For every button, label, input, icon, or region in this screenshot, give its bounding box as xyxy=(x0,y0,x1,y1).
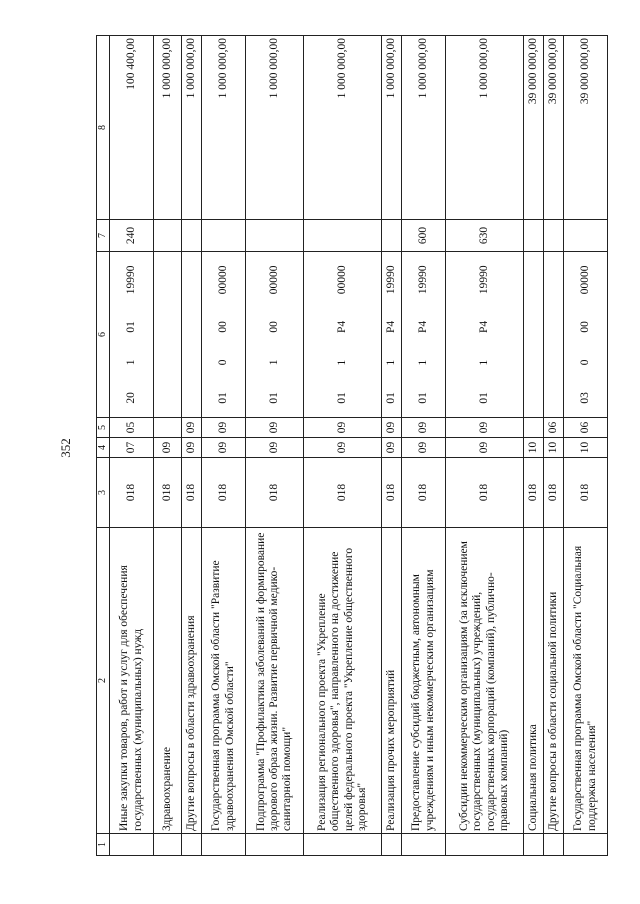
code-6-part-3: P4 xyxy=(416,320,429,333)
cell-code-6 xyxy=(304,252,382,418)
cell-code-5: 09 xyxy=(182,418,202,438)
table-row xyxy=(304,36,382,856)
cell-code-7 xyxy=(544,220,564,252)
cell-name: Реализация прочих мероприятий xyxy=(382,528,402,834)
cell-code-7: 630 xyxy=(446,220,524,252)
cell-code-5 xyxy=(154,418,182,438)
cell-name: Государственная программа Омской области "Развитие здравоохранения Омской области" xyxy=(202,528,246,834)
cell-code-6 xyxy=(402,252,446,418)
col-header-7: 7 xyxy=(97,220,110,252)
cell-code-3: 018 xyxy=(182,458,202,528)
cell-name: Государственная программа Омской области "Социальная поддержка населения" xyxy=(564,528,608,834)
cell-code-5: 09 xyxy=(246,418,304,438)
cell-name: Здравоохранение xyxy=(154,528,182,834)
header-row xyxy=(97,36,110,856)
cell-amount: 1 000 000,00 xyxy=(402,36,446,220)
cell-amount: 100 400,00 xyxy=(110,36,154,220)
cell-code-4: 09 xyxy=(446,438,524,458)
cell-code-4: 10 xyxy=(544,438,564,458)
cell-name: Социальная политика xyxy=(524,528,544,834)
cell-code-6 xyxy=(382,252,402,418)
code-6-part-4: 19990 xyxy=(416,265,429,295)
col-header-5: 5 xyxy=(97,418,110,438)
cell-code-5: 06 xyxy=(564,418,608,438)
cell-1 xyxy=(202,834,246,856)
cell-code-6 xyxy=(154,252,182,418)
cell-1 xyxy=(304,834,382,856)
code-6-part-3: P4 xyxy=(477,320,490,333)
code-6-part-2: 0 xyxy=(216,359,229,366)
code-6-part-1: 01 xyxy=(477,392,490,404)
code-6-part-4: 19990 xyxy=(384,265,397,295)
table-row xyxy=(446,36,524,856)
cell-1 xyxy=(544,834,564,856)
cell-code-7: 240 xyxy=(110,220,154,252)
cell-code-3: 018 xyxy=(110,458,154,528)
col-header-8: 8 xyxy=(97,36,110,220)
cell-code-6 xyxy=(524,252,544,418)
cell-code-5 xyxy=(524,418,544,438)
cell-1 xyxy=(110,834,154,856)
cell-name: Иные закупки товаров, работ и услуг для обеспечения государственных (муниципальных) нужд xyxy=(110,528,154,834)
code-6-part-4: 00000 xyxy=(267,265,280,295)
cell-code-3: 018 xyxy=(564,458,608,528)
cell-name: Подпрограмма "Профилактика заболеваний и формирование здорового образа жизни. Развитие первичной медико-санитарной помощи" xyxy=(246,528,304,834)
col-header-1: 1 xyxy=(97,834,110,856)
code-6-part-1: 01 xyxy=(267,392,280,404)
code-6-part-1: 03 xyxy=(578,392,591,404)
cell-name: Другие вопросы в области здравоохранения xyxy=(182,528,202,834)
col-header-2: 2 xyxy=(97,528,110,834)
cell-1 xyxy=(564,834,608,856)
cell-code-5: 09 xyxy=(446,418,524,438)
cell-code-4: 09 xyxy=(304,438,382,458)
code-6-part-4: 00000 xyxy=(216,265,229,295)
cell-name: Предоставление субсидий бюджетным, автономным учреждениям и иным некоммерческим организациям xyxy=(402,528,446,834)
code-6-part-1: 20 xyxy=(124,392,137,404)
rotated-page-content xyxy=(96,36,598,856)
cell-code-4: 10 xyxy=(524,438,544,458)
cell-code-6 xyxy=(202,252,246,418)
cell-name: Субсидии некоммерческим организациям (за исключением государственных (муниципальных) учреждений, государственных корпораций (компаний), публично-правовых компаний) xyxy=(446,528,524,834)
table-row xyxy=(524,36,544,856)
cell-amount: 39 000 000,00 xyxy=(524,36,544,220)
code-6-part-3: 00 xyxy=(578,321,591,333)
code-6-part-1: 01 xyxy=(335,392,348,404)
code-6-part-3: 00 xyxy=(267,321,280,333)
cell-code-7: 600 xyxy=(402,220,446,252)
code-6-part-1: 01 xyxy=(384,392,397,404)
code-6-part-4: 19990 xyxy=(124,265,137,295)
cell-code-3: 018 xyxy=(382,458,402,528)
col-header-6: 6 xyxy=(97,252,110,418)
code-6-part-2: 0 xyxy=(578,359,591,366)
col-header-3: 3 xyxy=(97,458,110,528)
cell-code-7 xyxy=(202,220,246,252)
cell-code-4: 09 xyxy=(154,438,182,458)
page-number: 352 xyxy=(58,438,73,458)
cell-1 xyxy=(524,834,544,856)
cell-amount: 1 000 000,00 xyxy=(182,36,202,220)
code-6-part-2: 1 xyxy=(267,359,280,366)
code-6-part-2: 1 xyxy=(124,359,137,366)
cell-code-7 xyxy=(524,220,544,252)
cell-1 xyxy=(382,834,402,856)
cell-code-3: 018 xyxy=(202,458,246,528)
cell-code-4: 07 xyxy=(110,438,154,458)
cell-code-5: 09 xyxy=(202,418,246,438)
cell-code-4: 10 xyxy=(564,438,608,458)
cell-code-7 xyxy=(182,220,202,252)
table-row xyxy=(402,36,446,856)
code-6-part-3: P4 xyxy=(335,320,348,333)
cell-amount: 1 000 000,00 xyxy=(304,36,382,220)
cell-code-7 xyxy=(564,220,608,252)
cell-code-4: 09 xyxy=(402,438,446,458)
budget-table xyxy=(96,35,608,856)
cell-code-3: 018 xyxy=(154,458,182,528)
cell-1 xyxy=(246,834,304,856)
cell-code-5: 05 xyxy=(110,418,154,438)
code-6-part-4: 19990 xyxy=(477,265,490,295)
cell-code-6 xyxy=(246,252,304,418)
cell-code-5: 06 xyxy=(544,418,564,438)
cell-1 xyxy=(154,834,182,856)
cell-code-3: 018 xyxy=(304,458,382,528)
cell-name: Реализация регионального проекта "Укрепление общественного здоровья", направленного на достижение целей федерального проекта "Укрепление общественного здоровья" xyxy=(304,528,382,834)
cell-code-6 xyxy=(564,252,608,418)
code-6-part-2: 1 xyxy=(416,359,429,366)
cell-code-3: 018 xyxy=(402,458,446,528)
cell-code-7 xyxy=(304,220,382,252)
code-6-part-1: 01 xyxy=(416,392,429,404)
table-row xyxy=(564,36,608,856)
cell-code-3: 018 xyxy=(446,458,524,528)
cell-code-4: 09 xyxy=(202,438,246,458)
cell-code-3: 018 xyxy=(246,458,304,528)
cell-amount: 39 000 000,00 xyxy=(544,36,564,220)
table-row xyxy=(110,36,154,856)
cell-code-5: 09 xyxy=(382,418,402,438)
cell-amount: 1 000 000,00 xyxy=(202,36,246,220)
cell-1 xyxy=(446,834,524,856)
cell-1 xyxy=(402,834,446,856)
code-6-part-4: 00000 xyxy=(335,265,348,295)
cell-amount: 1 000 000,00 xyxy=(382,36,402,220)
cell-code-6 xyxy=(182,252,202,418)
table-row xyxy=(246,36,304,856)
code-6-part-3: P4 xyxy=(384,320,397,333)
cell-code-3: 018 xyxy=(524,458,544,528)
cell-code-4: 09 xyxy=(246,438,304,458)
table-row xyxy=(202,36,246,856)
cell-code-7 xyxy=(382,220,402,252)
cell-code-6 xyxy=(446,252,524,418)
code-6-part-4: 00000 xyxy=(578,265,591,295)
cell-code-3: 018 xyxy=(544,458,564,528)
cell-amount: 1 000 000,00 xyxy=(154,36,182,220)
cell-amount: 1 000 000,00 xyxy=(246,36,304,220)
cell-code-5: 09 xyxy=(304,418,382,438)
code-6-part-3: 01 xyxy=(124,321,137,333)
cell-amount: 1 000 000,00 xyxy=(446,36,524,220)
cell-code-6 xyxy=(544,252,564,418)
cell-code-5: 09 xyxy=(402,418,446,438)
cell-name: Другие вопросы в области социальной политики xyxy=(544,528,564,834)
table-row xyxy=(544,36,564,856)
table-row xyxy=(382,36,402,856)
cell-amount: 39 000 000,00 xyxy=(564,36,608,220)
cell-code-6 xyxy=(110,252,154,418)
code-6-part-2: 1 xyxy=(477,359,490,366)
code-6-part-3: 00 xyxy=(216,321,229,333)
code-6-part-2: 1 xyxy=(335,359,348,366)
cell-1 xyxy=(182,834,202,856)
col-header-4: 4 xyxy=(97,438,110,458)
table-row xyxy=(182,36,202,856)
code-6-part-1: 01 xyxy=(216,392,229,404)
cell-code-7 xyxy=(246,220,304,252)
cell-code-4: 09 xyxy=(182,438,202,458)
cell-code-7 xyxy=(154,220,182,252)
cell-code-4: 09 xyxy=(382,438,402,458)
code-6-part-2: 1 xyxy=(384,359,397,366)
table-row xyxy=(154,36,182,856)
